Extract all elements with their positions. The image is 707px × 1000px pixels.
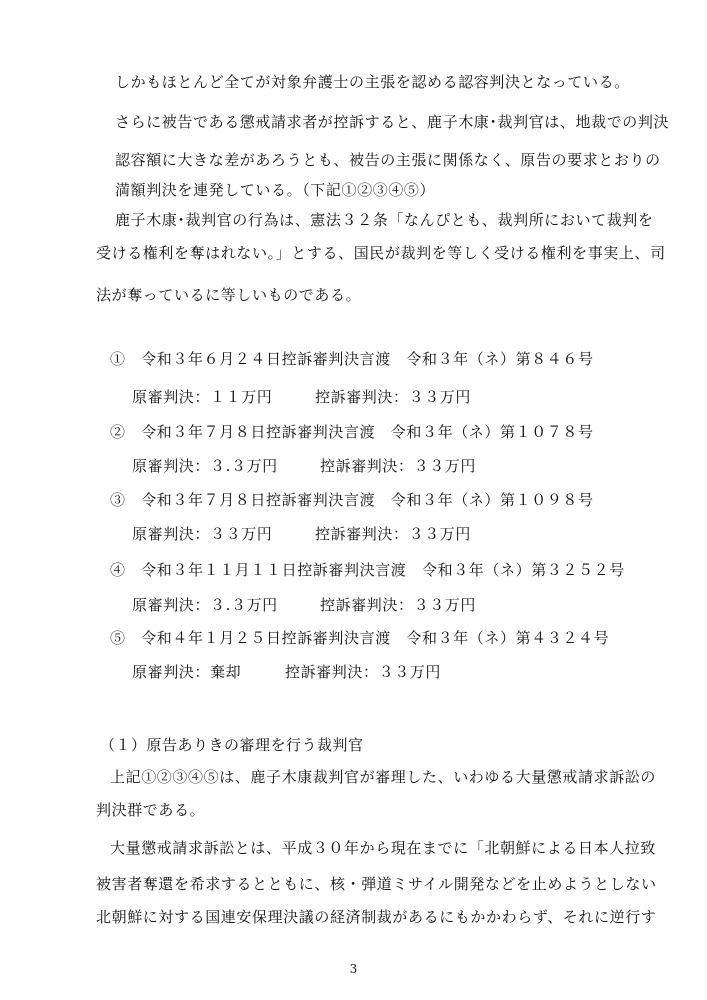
paragraph-line: 満額判決を連発している。（下記①②③④⑤） <box>115 181 436 199</box>
paragraph-line: 北朝鮮に対する国連安保理決議の経済制裁があるにもかかわらず、それに逆行す <box>96 908 657 926</box>
section-heading: （１）原告ありきの審理を行う裁判官 <box>100 736 364 754</box>
paragraph-line: 法が奪っているに等しいものである。 <box>96 286 362 304</box>
paragraph-line: 大量懲戒請求訴訟とは、平成３０年から現在までに「北朝鮮による日本人拉致 <box>110 839 657 857</box>
paragraph-line: 上記①②③④⑤は、鹿子木康裁判官が審理した、いわゆる大量懲戒請求訴訟の <box>110 768 657 786</box>
case-appeal-judgment: 控訴審判決：３３万円 <box>320 596 477 614</box>
paragraph-line: 認容額に大きな差があろうとも、被告の主張に関係なく、原告の要求とおりの <box>115 151 661 169</box>
case-original-judgment: 原審判決：３.３万円 <box>132 457 278 475</box>
case-original-judgment: 原審判決：１１万円 <box>132 388 273 406</box>
paragraph-line: しかもほとんど全てが対象弁護士の主張を認める認容判決となっている。 <box>115 73 630 91</box>
case-original-judgment: 原審判決：３３万円 <box>132 525 273 543</box>
case-line: ③ 令和３年７月８日控訴審判決言渡 令和３年（ネ）第１０９８号 <box>110 491 594 509</box>
case-appeal-judgment: 控訴審判決：３３万円 <box>285 663 442 681</box>
paragraph-line: 判決群である。 <box>96 801 206 819</box>
paragraph-line: さらに被告である懲戒請求者が控訴すると、鹿子木康･裁判官は、地裁での判決 <box>115 113 670 131</box>
case-appeal-judgment: 控訴審判決：３３万円 <box>315 388 472 406</box>
case-line: ⑤ 令和４年１月２５日控訴審判決言渡 令和３年（ネ）第４３２４号 <box>110 629 610 647</box>
case-appeal-judgment: 控訴審判決：３３万円 <box>320 457 477 475</box>
page-number: 3 <box>349 962 358 976</box>
paragraph-line: 受ける権利を奪はれない。」とする、国民が裁判を等しく受ける権利を事実上、司 <box>96 244 666 262</box>
case-line: ① 令和３年６月２４日控訴審判決言渡 令和３年（ネ）第８４６号 <box>110 350 594 368</box>
case-line: ④ 令和３年１１月１１日控訴審判決言渡 令和３年（ネ）第３２５２号 <box>110 561 625 579</box>
case-line: ② 令和３年７月８日控訴審判決言渡 令和３年（ネ）第１０７８号 <box>110 423 594 441</box>
paragraph-line: 鹿子木康･裁判官の行為は、憲法３２条「なんぴとも、裁判所において裁判を <box>115 211 654 229</box>
case-original-judgment: 原審判決：３.３万円 <box>132 596 278 614</box>
paragraph-line: 被害者奪還を希求するとともに、核・弾道ミサイル開発などを止めようとしない <box>96 875 657 893</box>
case-appeal-judgment: 控訴審判決：３３万円 <box>315 525 472 543</box>
case-original-judgment: 原審判決：棄却 <box>132 663 242 681</box>
